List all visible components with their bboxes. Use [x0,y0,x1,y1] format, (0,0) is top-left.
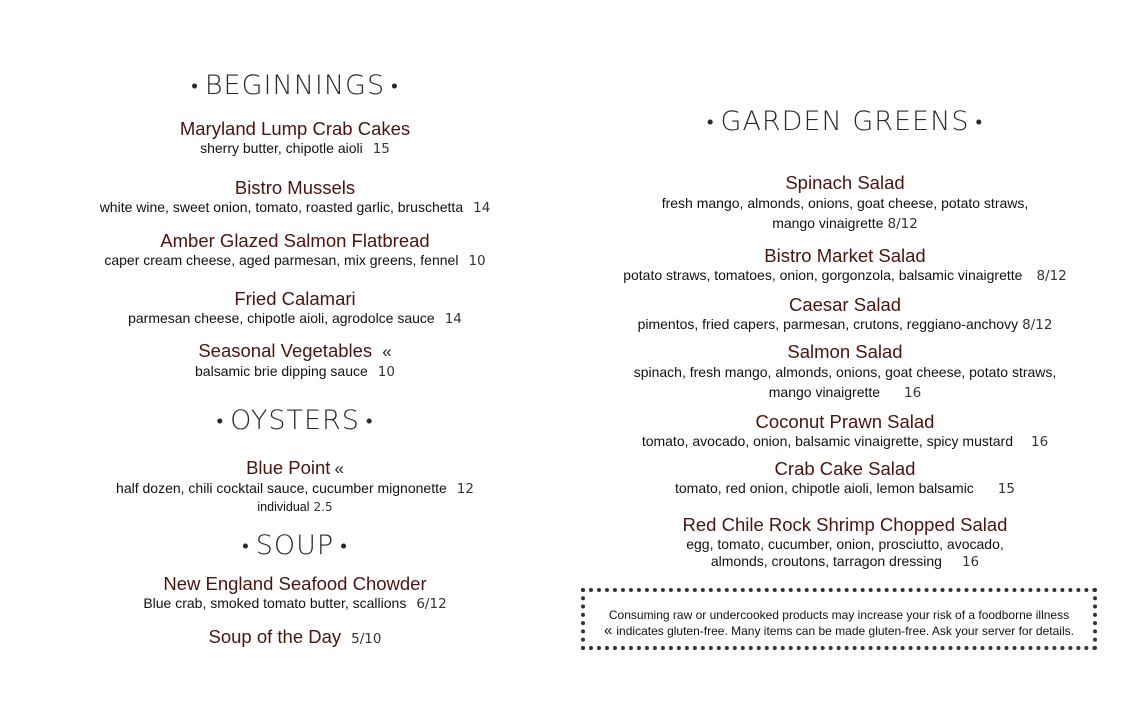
bullet-icon: • [216,410,225,432]
menu-item [60,458,530,515]
item-name: Seasonal Vegetables « [198,340,392,361]
item-name: Amber Glazed Salmon Flatbread [160,230,430,251]
menu-item [585,295,1105,335]
bullet-icon: • [365,410,374,432]
item-description-line2: mango vinaigrette 16 [768,384,922,401]
allergy-notice-box [581,588,1097,650]
item-name: Bistro Mussels [234,177,356,198]
item-description: white wine, sweet onion, tomato, roasted garlic, bruschetta 14 [99,199,491,216]
item-description-line2: almonds, croutons, tarragon dressing 16 [710,553,980,570]
menu-item [60,178,530,218]
item-price: 15 [997,481,1015,497]
item-name: Coconut Prawn Salad [755,411,935,432]
item-price: 14 [473,200,491,216]
notice-line-1: Consuming raw or undercooked products may increase your risk of a foodborne illness [608,608,1070,622]
item-name: Caesar Salad [788,294,902,315]
section-title-soup: • SOUP • [242,530,348,561]
notice-line-2: « indicates gluten-free. Many items can be made gluten-free. Ask your server for details. [604,622,1074,639]
menu-item [585,515,1105,570]
item-price: 8/12 [887,216,918,232]
menu-item [60,231,530,271]
item-description: sherry butter, chipotle aioli 15 [200,140,390,157]
item-name: New England Seafood Chowder [163,573,427,594]
item-description: tomato, red onion, chipotle aioli, lemon balsamic 15 [674,480,1015,497]
item-description: potato straws, tomatoes, onion, gorgonzola, balsamic vinaigrette 8/12 [623,267,1067,284]
gluten-free-icon: « [382,342,392,361]
menu-item [60,119,530,159]
bullet-icon: • [975,111,984,133]
section-title-beginnings: • BEGINNINGS • [191,70,399,101]
item-description-line2: mango vinaigrette 8/12 [772,215,918,232]
item-description: Blue crab, smoked tomato butter, scallions 6/12 [143,595,447,612]
section-title-garden-greens: • GARDEN GREENS • [706,106,984,137]
item-price: 8/12 [1036,268,1067,284]
menu-item [585,246,1105,286]
item-name: Bistro Market Salad [764,245,926,266]
item-description: fresh mango, almonds, onions, goat cheese, potato straws, [661,195,1029,211]
item-price: 12 [456,481,474,497]
item-description: tomato, avocado, onion, balsamic vinaigrette, spicy mustard 16 [641,433,1049,450]
item-name: Crab Cake Salad [774,458,916,479]
menu-item [60,341,530,382]
item-name: Salmon Salad [787,341,903,362]
item-price: 6/12 [416,596,447,612]
item-name: Maryland Lump Crab Cakes [179,118,411,139]
menu-item [585,412,1105,452]
item-description: parmesan cheese, chipotle aioli, agrodolce sauce 14 [128,310,462,327]
item-description: half dozen, chili cocktail sauce, cucumber mignonette 12 [116,480,474,497]
section-title-oysters: • OYSTERS • [216,405,374,436]
bullet-icon: • [706,111,715,133]
item-price: 14 [444,311,462,327]
item-price: 8/12 [1022,317,1053,333]
item-price: 16 [904,385,922,401]
bullet-icon: • [191,75,199,97]
item-price: 5/10 [351,631,382,647]
item-note-price: 2.5 [313,500,333,514]
menu-item [585,342,1105,403]
item-price: 10 [377,364,395,380]
item-description: caper cream cheese, aged parmesan, mix greens, fennel 10 [104,252,486,269]
menu-item [60,289,530,329]
item-name: Fried Calamari [234,288,356,309]
item-description: spinach, fresh mango, almonds, onions, goat cheese, potato straws, [633,364,1057,380]
item-price: 16 [1031,434,1049,450]
menu-item [60,627,530,649]
item-description: pimentos, fried capers, parmesan, crutons, reggiano-anchovy 8/12 [637,316,1053,333]
item-name: Spinach Salad [785,172,905,193]
item-name: Soup of the Day 5/10 [208,626,382,647]
gluten-free-icon: « [334,459,344,478]
gluten-free-icon: « [604,622,613,639]
bullet-icon: • [242,535,250,557]
menu-item [585,173,1105,234]
menu-item [60,574,530,614]
bullet-icon: • [340,535,348,557]
item-note: individual 2.5 [257,500,333,514]
item-price: 10 [468,253,486,269]
item-name: Blue Point « [246,457,344,478]
menu-item [585,459,1105,499]
item-name: Red Chile Rock Shrimp Chopped Salad [682,514,1008,535]
item-description: balsamic brie dipping sauce 10 [195,363,395,380]
item-description: egg, tomato, cucumber, onion, prosciutto, avocado, [686,536,1004,552]
item-price: 16 [961,554,980,570]
bullet-icon: • [391,75,399,97]
item-price: 15 [372,141,390,157]
